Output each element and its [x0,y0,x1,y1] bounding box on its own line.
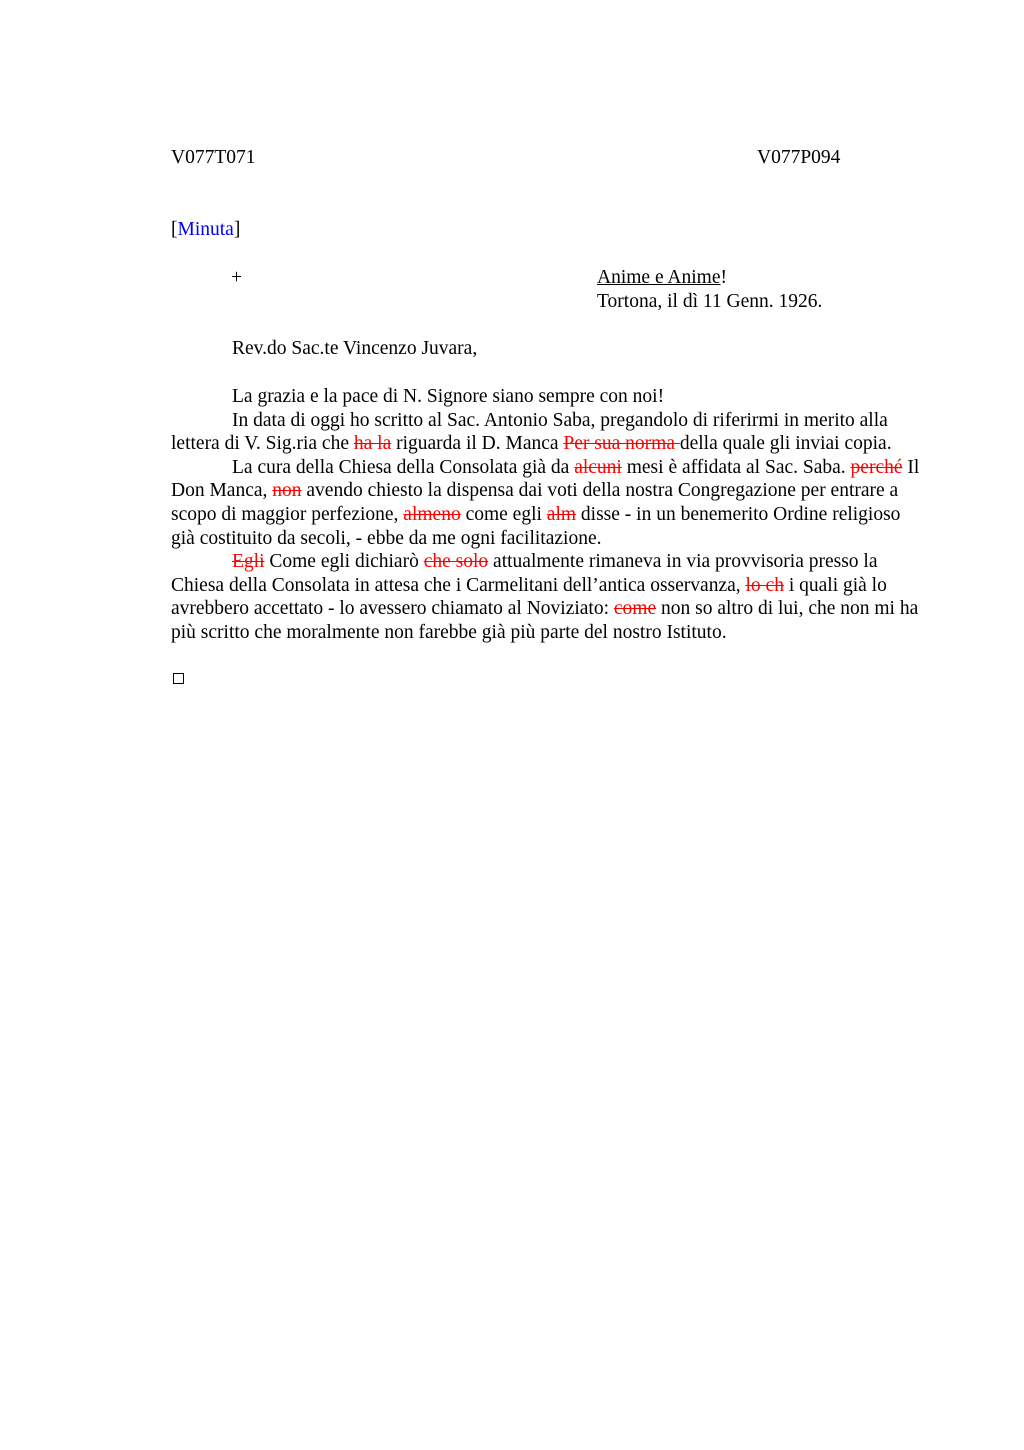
deletion: perché [850,456,903,478]
deletion: che solo [423,551,489,573]
archive-code-right: V077P094 [757,147,841,168]
paragraph-2 [171,456,921,550]
motto-text: Anime e Anime [597,267,721,288]
p2-text-f: disse - in un benemerito Ordine religioso già costituito da secoli, - ebbe da me ogni facilitazione. [171,503,901,549]
paragraph-3 [171,550,921,644]
p2-text-b: mesi è affidata al Sac. Saba. [621,456,851,478]
motto-punct: ! [720,267,727,288]
deletion: ha la [353,433,392,455]
deletion: alm [546,503,577,525]
p3-text-d: non so altro di lui, che non mi ha più scritto che moralmente non farebbe già più parte del nostro Istituto. [171,598,919,643]
deletion: Egli [232,551,265,573]
label-close-bracket: ] [233,219,241,240]
p1-text-a: In data di oggi ho scritto al Sac. Antonio Saba, pregandolo di riferirmi in merito alla lettera di V. Sig.ria che [171,409,888,455]
p2-text-d: avendo chiesto la dispensa dai voti della nostra Congregazione per entrare a scopo di maggior perfezione, [171,480,899,525]
p2-text-a: La cura della Chiesa della Consolata già da [232,456,575,478]
salutation: Rev.do Sac.te Vincenzo Juvara, [232,338,478,359]
label-minuta: Minuta [177,219,234,240]
dateline: Tortona, il dì 11 Genn. 1926. [597,291,823,312]
p3-text-c: i quali già lo avrebbero accettato - lo avessero chiamato al Noviziato: [171,574,887,620]
deletion: come [613,598,657,620]
document-label [171,218,240,242]
greeting-line: La grazia e la pace di N. Signore siano sempre con noi! [232,386,665,407]
p2-text-e: come egli [460,503,547,525]
paragraph-1 [171,409,921,456]
archive-code-left: V077T071 [171,147,256,168]
deletion: non [272,480,302,502]
p1-text-c: della quale gli inviai copia. [679,433,892,455]
p1-text-b: riguarda il D. Manca [391,433,564,455]
p2-text-c: Il Don Manca, [171,456,920,502]
label-open-bracket: [ [171,219,178,240]
cross-mark: + [231,267,242,288]
motto [597,266,727,290]
p3-text-b: attualmente rimaneva in via provvisoria presso la Chiesa della Consolata in attesa che i Carmelitani dell’antica osservanza, [171,551,878,596]
deletion: almeno [403,503,461,525]
empty-square-icon [173,673,184,684]
deletion: lo ch [745,574,784,596]
letter-body [171,385,921,645]
deletion: Per sua norma [563,433,680,455]
deletion: alcuni [574,456,622,478]
p3-text-a: Come egli dichiarò [264,551,424,573]
